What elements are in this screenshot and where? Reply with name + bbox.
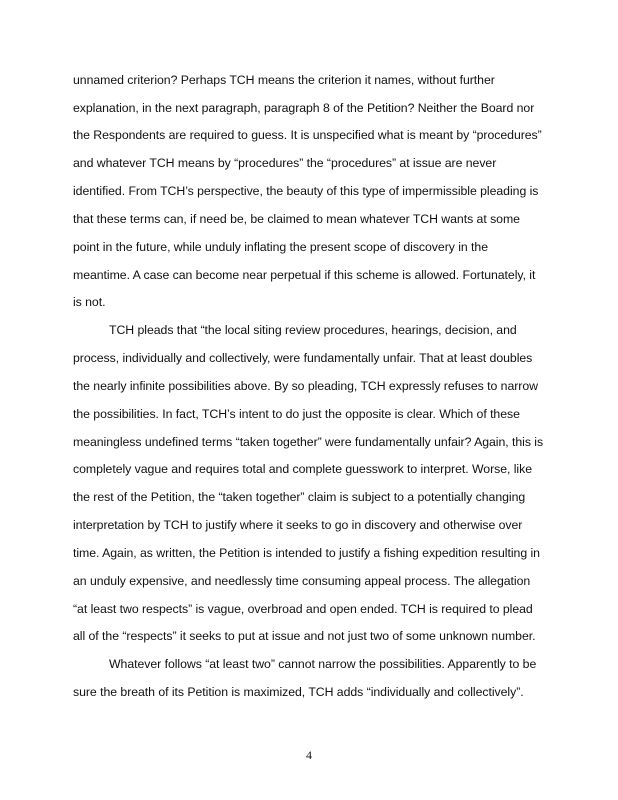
text-line: point in the future, while unduly inflating the present scope of discovery in the [73, 240, 488, 254]
text-line: “at least two respects” is vague, overbroad and open ended. TCH is required to plead [73, 602, 533, 616]
text-line: an unduly expensive, and needlessly time consuming appeal process. The allegation [73, 574, 531, 588]
text-line: meantime. A case can become near perpetual if this scheme is allowed. Fortunately, it [73, 268, 536, 282]
text-line: all of the “respects” it seeks to put at issue and not just two of some unknown number. [73, 629, 536, 643]
text-line: the rest of the Petition, the “taken together” claim is subject to a potentially changing [73, 490, 526, 504]
text-line: time. Again, as written, the Petition is intended to justify a fishing expedition resulting in [73, 546, 540, 560]
paragraph-start-line: Whatever follows “at least two” cannot narrow the possibilities. Apparently to be [109, 657, 537, 671]
text-line: and whatever TCH means by “procedures” the “procedures” at issue are never [73, 156, 497, 170]
page-number: 4 [306, 748, 312, 762]
text-line: the possibilities. In fact, TCH’s intent to do just the opposite is clear. Which of these [73, 407, 520, 421]
text-line: is not. [73, 295, 106, 309]
text-line: process, individually and collectively, were fundamentally unfair. That at least doubles [73, 351, 533, 365]
text-line: identified. From TCH’s perspective, the beauty of this type of impermissible pleading is [73, 184, 539, 198]
text-line: meaningless undefined terms “taken together” were fundamentally unfair? Again, this is [73, 435, 544, 449]
text-line: that these terms can, if need be, be claimed to mean whatever TCH wants at some [73, 212, 520, 226]
text-line: the Respondents are required to guess. It is unspecified what is meant by “procedures” [73, 128, 542, 142]
text-line: explanation, in the next paragraph, paragraph 8 of the Petition? Neither the Board nor [73, 101, 535, 115]
paragraph-start-line: TCH pleads that “the local siting review procedures, hearings, decision, and [109, 323, 517, 337]
text-line: completely vague and requires total and complete guesswork to interpret. Worse, like [73, 462, 532, 476]
text-line: sure the breath of its Petition is maximized, TCH adds “individually and collectively”. [73, 685, 524, 699]
text-line: interpretation by TCH to justify where it seeks to go in discovery and otherwise over [73, 518, 523, 532]
text-line: the nearly infinite possibilities above. By so pleading, TCH expressly refuses to narrow [73, 379, 538, 393]
text-line: unnamed criterion? Perhaps TCH means the criterion it names, without further [73, 73, 495, 87]
